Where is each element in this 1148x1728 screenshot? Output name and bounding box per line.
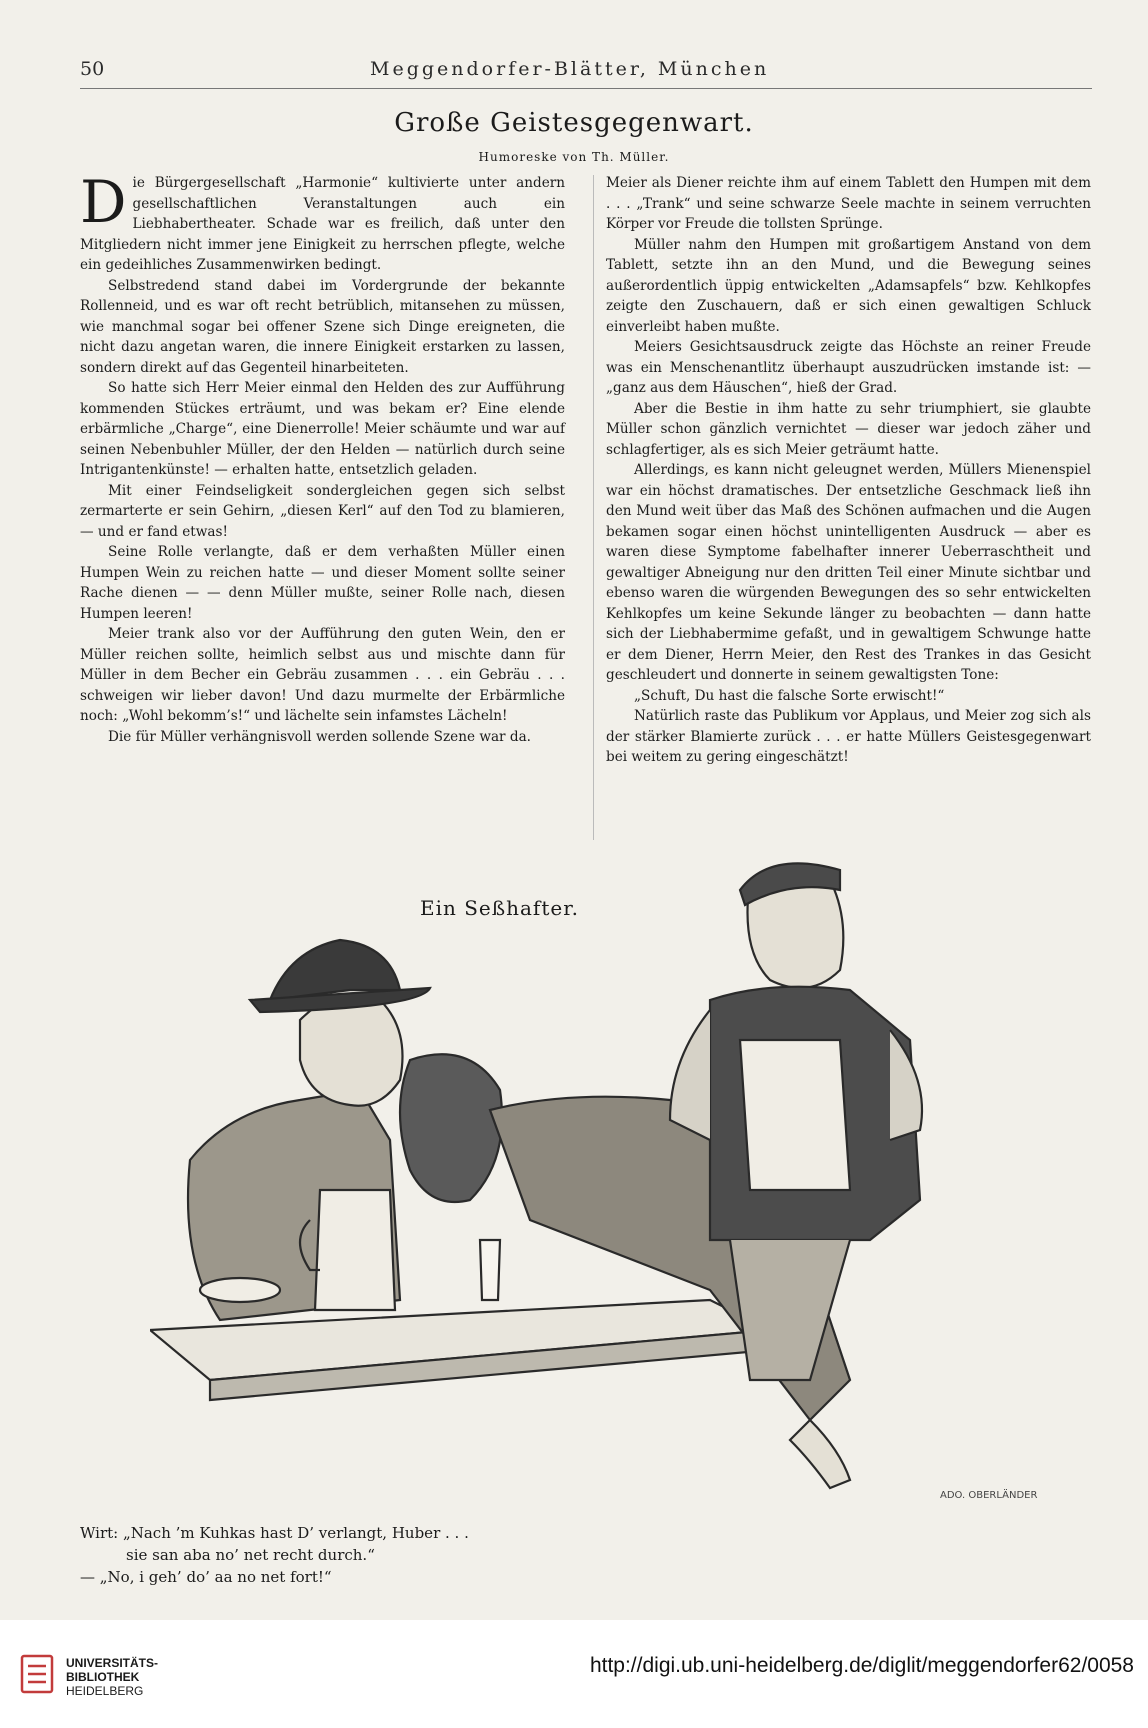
paragraph: Meier trank also vor der Aufführung den guten Wein, den er Müller reichen sollte, heimlich selbst aus und mischte dann für Müller in dem Becher ein Gebräu zusammen . . . ein Gebräu . . . schweigen wir lieber davon! Und dazu murmelte der Erbärmliche noch: „Wohl bekomm’s!“ und lächelte sein infamstes Lächeln! (80, 626, 565, 724)
column-divider (593, 175, 594, 840)
paragraph: Meiers Gesichtsausdruck zeigte das Höchste an reiner Freude was ein Menschenantlitz überhaupt auszudrücken imstande ist: — „ganz aus dem Häuschen“, hieß der Grad. (606, 339, 1091, 396)
paragraph: Seine Rolle verlangte, daß er dem verhaßten Müller einen Humpen Wein zu reichen hatte — und dieser Moment sollte seiner Rache dienen — — denn Müller mußte, seiner Rolle nach, diesen Humpen leeren! (80, 544, 565, 622)
running-title: Meggendorfer-Blätter, München (370, 58, 770, 80)
institution-name: UNIVERSITÄTS- BIBLIOTHEK HEIDELBERG (66, 1656, 159, 1698)
caption-line: sie san aba no’ net recht durch.“ (126, 1546, 375, 1564)
university-seal-icon (20, 1654, 54, 1694)
story-byline: Humoreske von Th. Müller. (478, 150, 670, 164)
paragraph: Müller nahm den Humpen mit großartigem Anstand von dem Tablett, setzte ihn an den Mund, und die Bewegung seines außerordentlich üppig entwickelten „Adamsapfels“ bzw. Kehlkopfes zeigte den Zuschauern, daß er sich einen gewaltigen Schluck einverleibt haben mußte. (606, 236, 1091, 335)
text-column-left (80, 168, 565, 747)
text-column-right (606, 173, 1091, 768)
caption-line: Wirt: „Nach ’m Kuhkas hast D’ verlangt, Huber . . . (80, 1524, 469, 1542)
caption-line: — „No, i geh’ do’ aa no net fort!“ (80, 1568, 332, 1586)
paragraph: Natürlich raste das Publikum vor Applaus, und Meier zog sich als der stärker Blamierte zurück . . . er hatte Müllers Geistesgegenwart bei weitem zu gering eingeschätzt! (606, 708, 1091, 765)
paragraph: Selbstredend stand dabei im Vordergrunde der bekannte Rollenneid, und es war oft recht betrüblich, mitansehen zu müssen, wie manchmal sogar bei offener Szene sich Dinge ereigneten, die nicht dazu angetan waren, die innere Einigkeit erstarken zu lassen, sondern direkt auf das Gegenteil hinarbeiteten. (80, 277, 565, 376)
page-number: 50 (80, 58, 105, 80)
header-rule (80, 88, 1092, 89)
paragraph: „Schuft, Du hast die falsche Sorte erwischt!“ (634, 687, 945, 704)
paragraph: So hatte sich Herr Meier einmal den Helden des zur Aufführung kommenden Stückes erträumt, und was bekam er? Eine elende erbärmliche „Charge“, eine Dienerrolle! Meier schäumte und war auf seinen Nebenbuhler Müller, der den Helden — natürlich durch seine Intrigantenkünste! — erhalten hatte, entsetzlich geladen. (80, 380, 565, 478)
cartoon-caption (80, 1522, 780, 1588)
source-url-link[interactable]: http://digi.ub.uni-heidelberg.de/diglit/meggendorfer62/0058 (589, 1654, 1134, 1677)
paragraph: Die für Müller verhängnisvoll werden sollende Szene war da. (108, 728, 531, 745)
story-title: Große Geistesgegenwart. (394, 108, 754, 138)
paragraph: Allerdings, es kann nicht geleugnet werden, Müllers Mienenspiel war ein höchst dramatisches. Der entsetzliche Geschmack ließ ihn den Mund weit über das Maß des Schönen aufmachen und die Augen bekamen sogar einen höchst unintelligenten Ausdruck — aber es waren diese Symptome fabelhafter innerer Ueberraschtheit und gewaltiger Abneigung nur den dritten Teil einer Minute sichtbar und ebenso waren die würgenden Bewegungen des so sehr entwickelten Kehlkopfes um keine Sekunde länger zu beobachten — dann hatte sich der Liebhabermime gefaßt, und in gewaltigem Schwunge hatte er dem Diener, Herrn Meier, den Rest des Trankes in das Gesicht geschleudert und donnerte in seinem gewaltigsten Tone: (606, 462, 1091, 683)
drop-cap: D (80, 168, 127, 236)
paragraph: Die Bürgergesellschaft „Harmonie“ kultivierte unter andern gesellschaftlichen Veranstaltungen auch ein Liebhabertheater. Schade war es freilich, daß unter den Mitgliedern nicht immer jene Einigkeit zu herrschen pflegte, welche ein gedeihliches Zusammenwirken bedingt. (80, 168, 565, 273)
illustration-signature: ADO. OBERLÄNDER (940, 1490, 1038, 1501)
cartoon-title: Ein Seßhafter. (420, 896, 579, 920)
paragraph: Mit einer Feindseligkeit sondergleichen gegen sich selbst zermarterte er sein Gehirn, „diesen Kerl“ auf den Tod zu blamieren, — und er fand etwas! (80, 482, 565, 540)
cartoon-illustration (150, 860, 1050, 1520)
paragraph: Aber die Bestie in ihm hatte zu sehr triumphiert, sie glaubte Müller schon gänzlich vernichtet — dieser war jedoch zäher und schlagfertiger, als es sich Meier geträumt hatte. (606, 400, 1091, 458)
paragraph: Meier als Diener reichte ihm auf einem Tablett den Humpen mit dem . . . „Trank“ und seine schwarze Seele machte in seinem verruchten Körper vor Freude die tollsten Sprünge. (606, 175, 1091, 232)
